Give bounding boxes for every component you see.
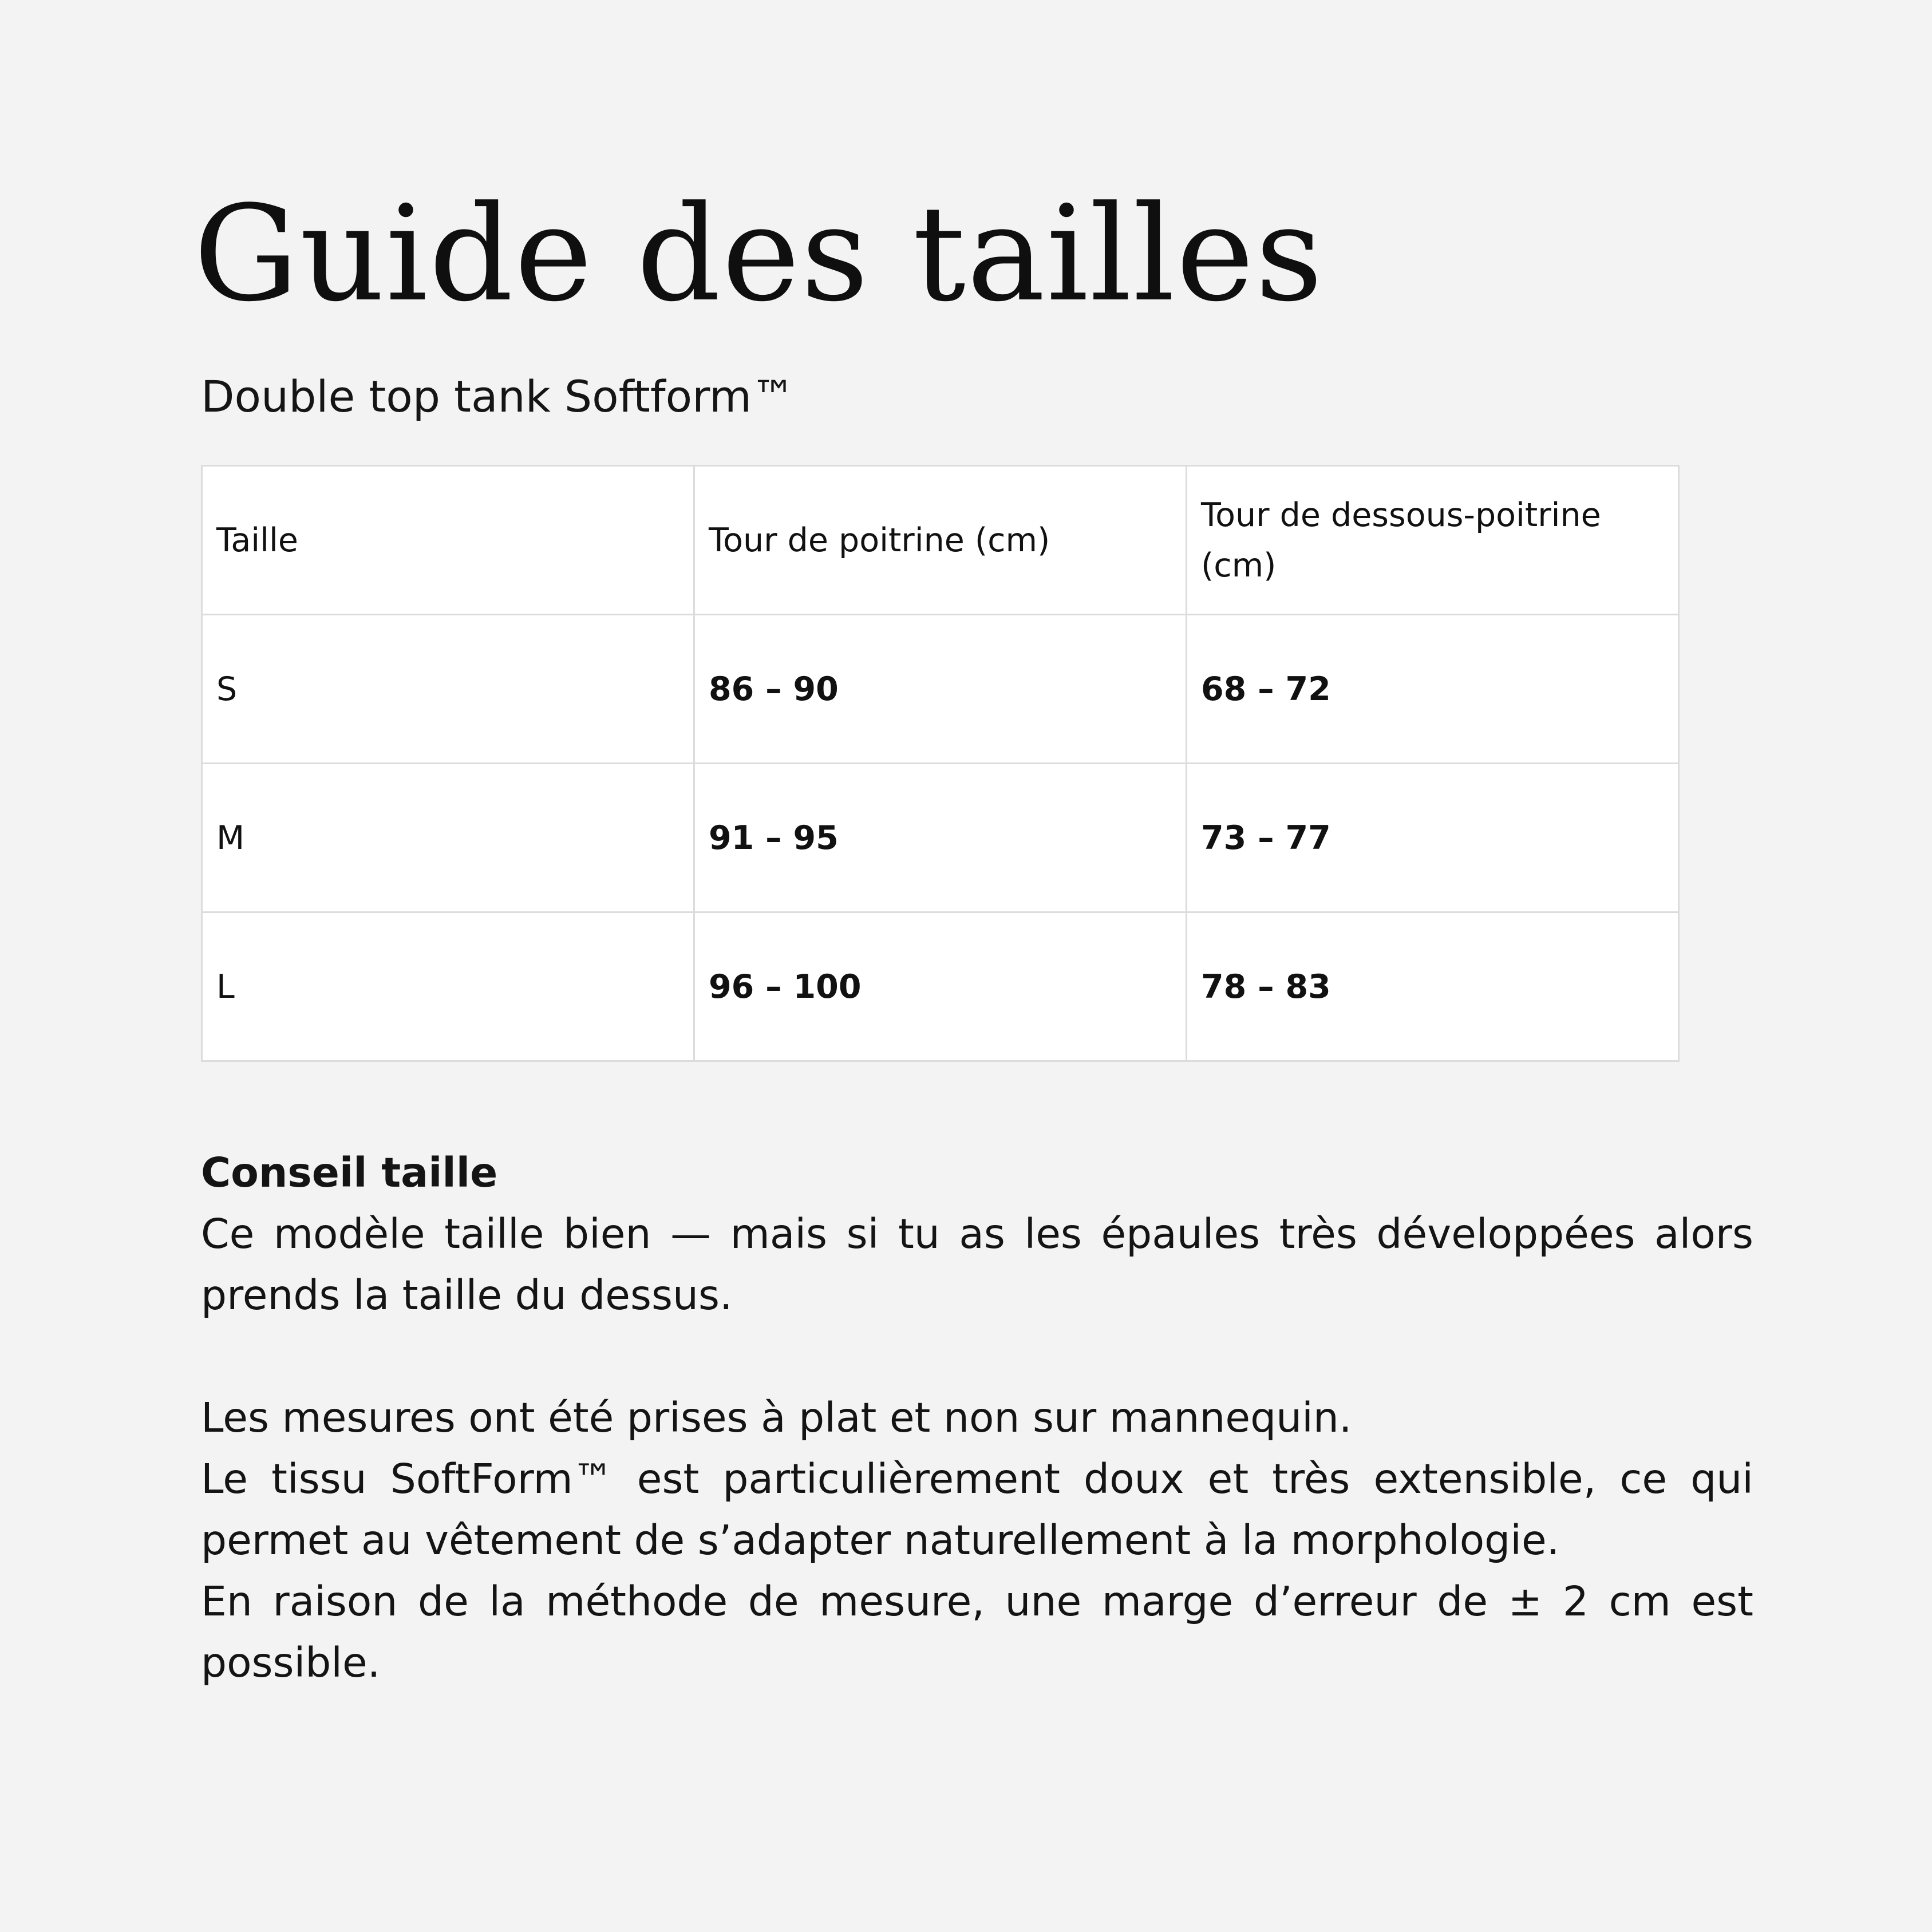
bust-cell: 86 – 90 [694,615,1187,764]
underbust-cell: 73 – 77 [1187,764,1679,912]
advice-text: Ce modèle taille bien — mais si tu as les épaules très développées alors prends la taille du dessus. [201,1210,1753,1319]
bust-cell: 91 – 95 [694,764,1187,912]
size-cell: M [202,764,694,912]
section-spacer [201,1326,1753,1387]
table-row [202,912,1679,1061]
page-title: Guide des tailles [193,178,1324,331]
table-header-row [202,466,1679,615]
size-table [201,465,1680,1062]
table-row [202,615,1679,764]
size-advice-section [201,1142,1753,1693]
product-name: Double top tank Softform™ [201,371,796,422]
size-cell: L [202,912,694,1061]
error-margin-note: En raison de la méthode de mesure, une marge d’erreur de ± 2 cm est possible. [201,1578,1753,1686]
underbust-cell: 68 – 72 [1187,615,1679,764]
advice-heading: Conseil taille [201,1149,498,1196]
column-header-underbust: Tour de dessous-poitrine (cm) [1187,466,1679,615]
column-header-size: Taille [202,466,694,615]
size-cell: S [202,615,694,764]
fabric-note: Le tissu SoftForm™ est particulièrement doux et très extensible, ce qui permet au vêtement de s’adapter naturellement à la morphologie. [201,1455,1753,1564]
measurement-note: Les mesures ont été prises à plat et non sur mannequin. [201,1394,1352,1441]
column-header-bust: Tour de poitrine (cm) [694,466,1187,615]
table-row [202,764,1679,912]
underbust-cell: 78 – 83 [1187,912,1679,1061]
bust-cell: 96 – 100 [694,912,1187,1061]
